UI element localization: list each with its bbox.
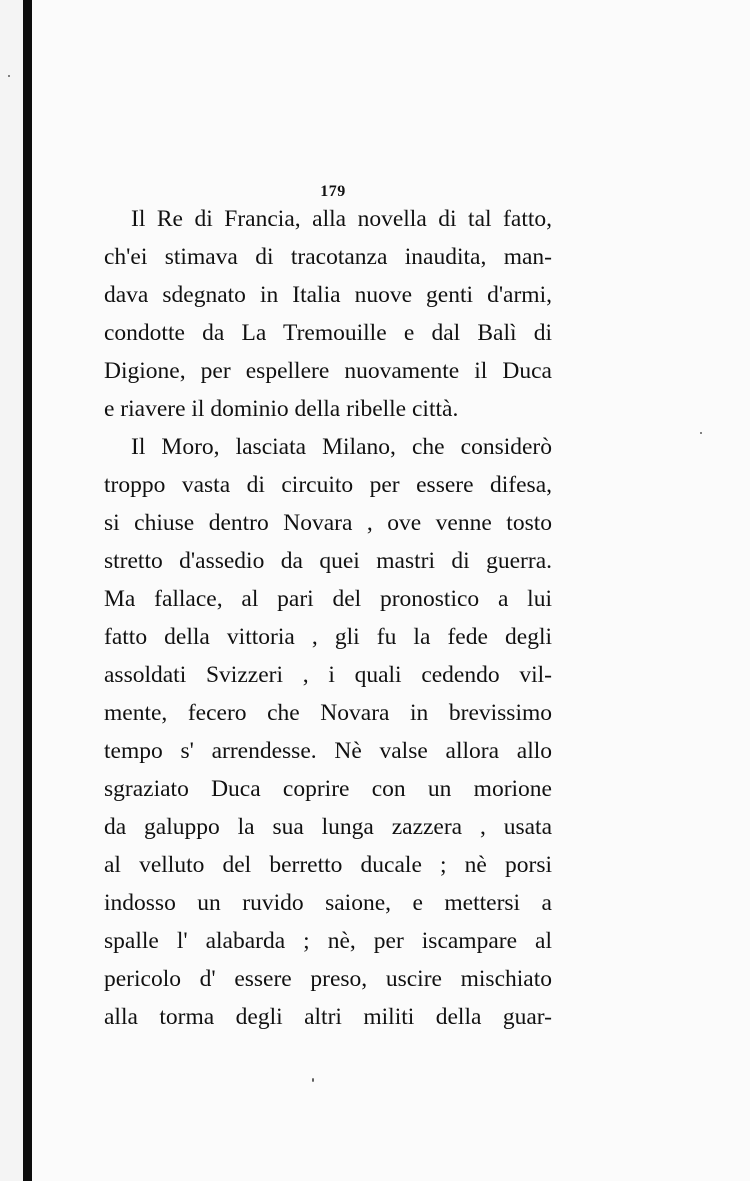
text-line: Digione, per espellere nuovamente il Duca xyxy=(104,358,552,384)
text-line: alla torma degli altri militi della guar- xyxy=(104,1004,552,1030)
page-number: 179 xyxy=(320,183,346,200)
text-line: sgraziato Duca coprire con un morione xyxy=(104,776,552,802)
paper-speck xyxy=(700,432,702,434)
text-line: pericolo d' essere preso, uscire mischiato xyxy=(104,966,552,992)
text-line: mente, fecero che Novara in brevissimo xyxy=(104,700,552,726)
body-text xyxy=(104,200,552,1036)
text-line: tempo s' arrendesse. Nè valse allora allo xyxy=(104,738,552,764)
text-line: da galuppo la sua lunga zazzera , usata xyxy=(104,814,552,840)
paper-speck xyxy=(312,1078,314,1082)
text-line: Il Re di Francia, alla novella di tal fatto, xyxy=(131,206,552,232)
binding-edge xyxy=(23,0,32,1181)
text-line: Ma fallace, al pari del pronostico a lui xyxy=(104,586,552,612)
text-line: si chiuse dentro Novara , ove venne tosto xyxy=(104,510,552,536)
text-line: e riavere il dominio della ribelle città. xyxy=(104,396,459,422)
text-line: stretto d'assedio da quei mastri di guerra. xyxy=(104,548,552,574)
text-line: Il Moro, lasciata Milano, che considerò xyxy=(131,434,552,460)
text-line: spalle l' alabarda ; nè, per iscampare al xyxy=(104,928,552,954)
page-margin xyxy=(0,0,23,1181)
text-line: assoldati Svizzeri , i quali cedendo vil- xyxy=(104,662,552,688)
text-line: indosso un ruvido saione, e mettersi a xyxy=(104,890,552,916)
text-line: condotte da La Tremouille e dal Balì di xyxy=(104,320,552,346)
text-line: ch'ei stimava di tracotanza inaudita, man- xyxy=(104,244,552,270)
text-line: fatto della vittoria , gli fu la fede degli xyxy=(104,624,552,650)
paper-speck xyxy=(8,75,10,77)
text-line: troppo vasta di circuito per essere difesa, xyxy=(104,472,552,498)
text-line: dava sdegnato in Italia nuove genti d'armi, xyxy=(104,282,552,308)
text-line: al velluto del berretto ducale ; nè porsi xyxy=(104,852,552,878)
